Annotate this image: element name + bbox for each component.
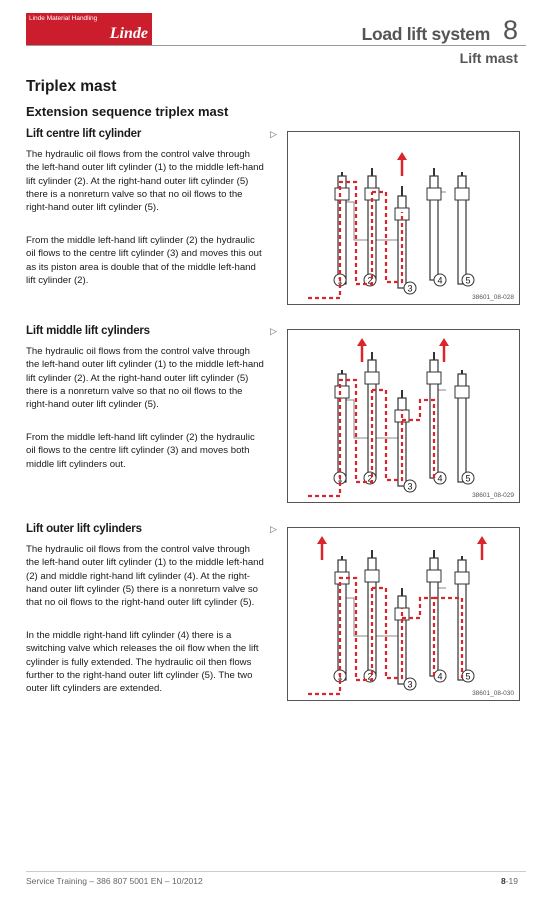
cylinder-number-label: 2 <box>367 275 373 286</box>
section-paragraph: The hydraulic oil flows from the control valve through the left-hand outer lift cylinder (1) to the middle left-hand lift cylinder (2). At the right-hand outer lift cylinder (5) there is a nonreturn valve so that no oil flows to the right-hand outer lift cylinder (5). <box>26 346 264 411</box>
valve-block <box>365 570 379 582</box>
figure-marker: ▷ <box>270 326 277 336</box>
page-number <box>501 876 518 886</box>
valve-block <box>365 372 379 384</box>
cylinder-number-label: 1 <box>337 671 343 682</box>
figure-marker: ▷ <box>270 129 277 139</box>
valve-block <box>455 572 469 584</box>
cylinder-number-label: 3 <box>407 283 413 294</box>
section-paragraph: From the middle left-hand lift cylinder (2) the hydraulic oil flows to the centre lift cylinder (3) and moves both middle lift cylinders out. <box>26 432 255 470</box>
logo-tagline: Linde Material Handling <box>29 15 98 22</box>
valve-block <box>335 188 349 200</box>
mast-diagram-svg <box>288 528 519 700</box>
linde-logo <box>26 13 152 45</box>
chapter-number: 8 <box>502 15 518 45</box>
section-paragraph: The hydraulic oil flows from the control valve through the left-hand outer lift cylinder (1) to the middle left-hand lift cylinder (2). At the right-hand outer lift cylinder (5) there is a nonreturn valve so that no oil flows to the right-hand outer lift cylinder (5). <box>26 149 264 214</box>
motion-arrow-head <box>439 338 449 346</box>
mast-diagram-svg <box>288 330 519 502</box>
section-paragraph: From the middle left-hand lift cylinder (2) the hydraulic oil flows to the centre lift cylinder (3) and moves this out as its piston area is double that of the middle left-hand lift cylinder (2). <box>26 235 262 286</box>
motion-arrow-head <box>317 536 327 544</box>
figure-id-label: 38601_08-030 <box>472 690 514 697</box>
logo-brand: Linde <box>109 25 148 42</box>
cylinder-number-label: 4 <box>437 671 443 682</box>
page-title: Triplex mast <box>26 78 117 95</box>
valve-block <box>455 188 469 200</box>
valve-block <box>427 570 441 582</box>
figure-id-label: 38601_08-029 <box>472 492 514 499</box>
cylinder-number-label: 2 <box>367 671 373 682</box>
figure-marker: ▷ <box>270 524 277 534</box>
cylinder-number-label: 3 <box>407 481 413 492</box>
section-heading: Lift outer lift cylinders <box>26 523 142 535</box>
cylinder-number-label: 3 <box>407 679 413 690</box>
hydraulic-diagram <box>287 329 520 503</box>
page-subtitle: Extension sequence triplex mast <box>26 104 229 119</box>
hydraulic-diagram <box>287 527 520 701</box>
chapter-title: Load lift system <box>361 24 490 44</box>
motion-arrow-head <box>477 536 487 544</box>
page-chapter: 8 <box>500 876 506 886</box>
cylinder-number-label: 1 <box>337 275 343 286</box>
cylinder-number-label: 5 <box>465 275 471 286</box>
section-paragraph: In the middle right-hand lift cylinder (4) there is a switching valve which releases the oil flow when the lift cylinder is fully extended. The hydraulic oil then flows further to the right-hand outer lift cylinder (5). The two outer lift cylinders are extended. <box>26 630 259 695</box>
footer-divider <box>26 871 526 872</box>
cylinder-number-label: 4 <box>437 473 443 484</box>
cylinder-number-label: 2 <box>367 473 373 484</box>
page-index: -19 <box>505 876 518 886</box>
subsection-title: Lift mast <box>459 50 518 66</box>
section-heading: Lift middle lift cylinders <box>26 325 150 337</box>
footer-document-info: Service Training – 386 807 5001 EN – 10/2012 <box>26 876 203 886</box>
valve-block <box>335 386 349 398</box>
section-heading: Lift centre lift cylinder <box>26 128 142 140</box>
valve-block <box>427 372 441 384</box>
section-paragraph: The hydraulic oil flows from the control valve through the left-hand outer lift cylinder (1) to the middle left-hand (2) and middle right-hand lift cylinder (4). At the right-hand outer lift cylinder (5) there is a nonreturn valve so that no oil flows to the right-hand outer lift cylinder (5). <box>26 544 264 609</box>
cylinder-number-label: 5 <box>465 671 471 682</box>
valve-block <box>455 386 469 398</box>
cylinder-number-label: 1 <box>337 473 343 484</box>
hydraulic-diagram <box>287 131 520 305</box>
cylinder-number-label: 4 <box>437 275 443 286</box>
valve-block <box>427 188 441 200</box>
motion-arrow-head <box>357 338 367 346</box>
mast-diagram-svg <box>288 132 519 304</box>
motion-arrow-head <box>397 152 407 160</box>
cylinder-number-label: 5 <box>465 473 471 484</box>
header-divider <box>26 45 526 46</box>
figure-id-label: 38601_08-028 <box>472 294 514 301</box>
